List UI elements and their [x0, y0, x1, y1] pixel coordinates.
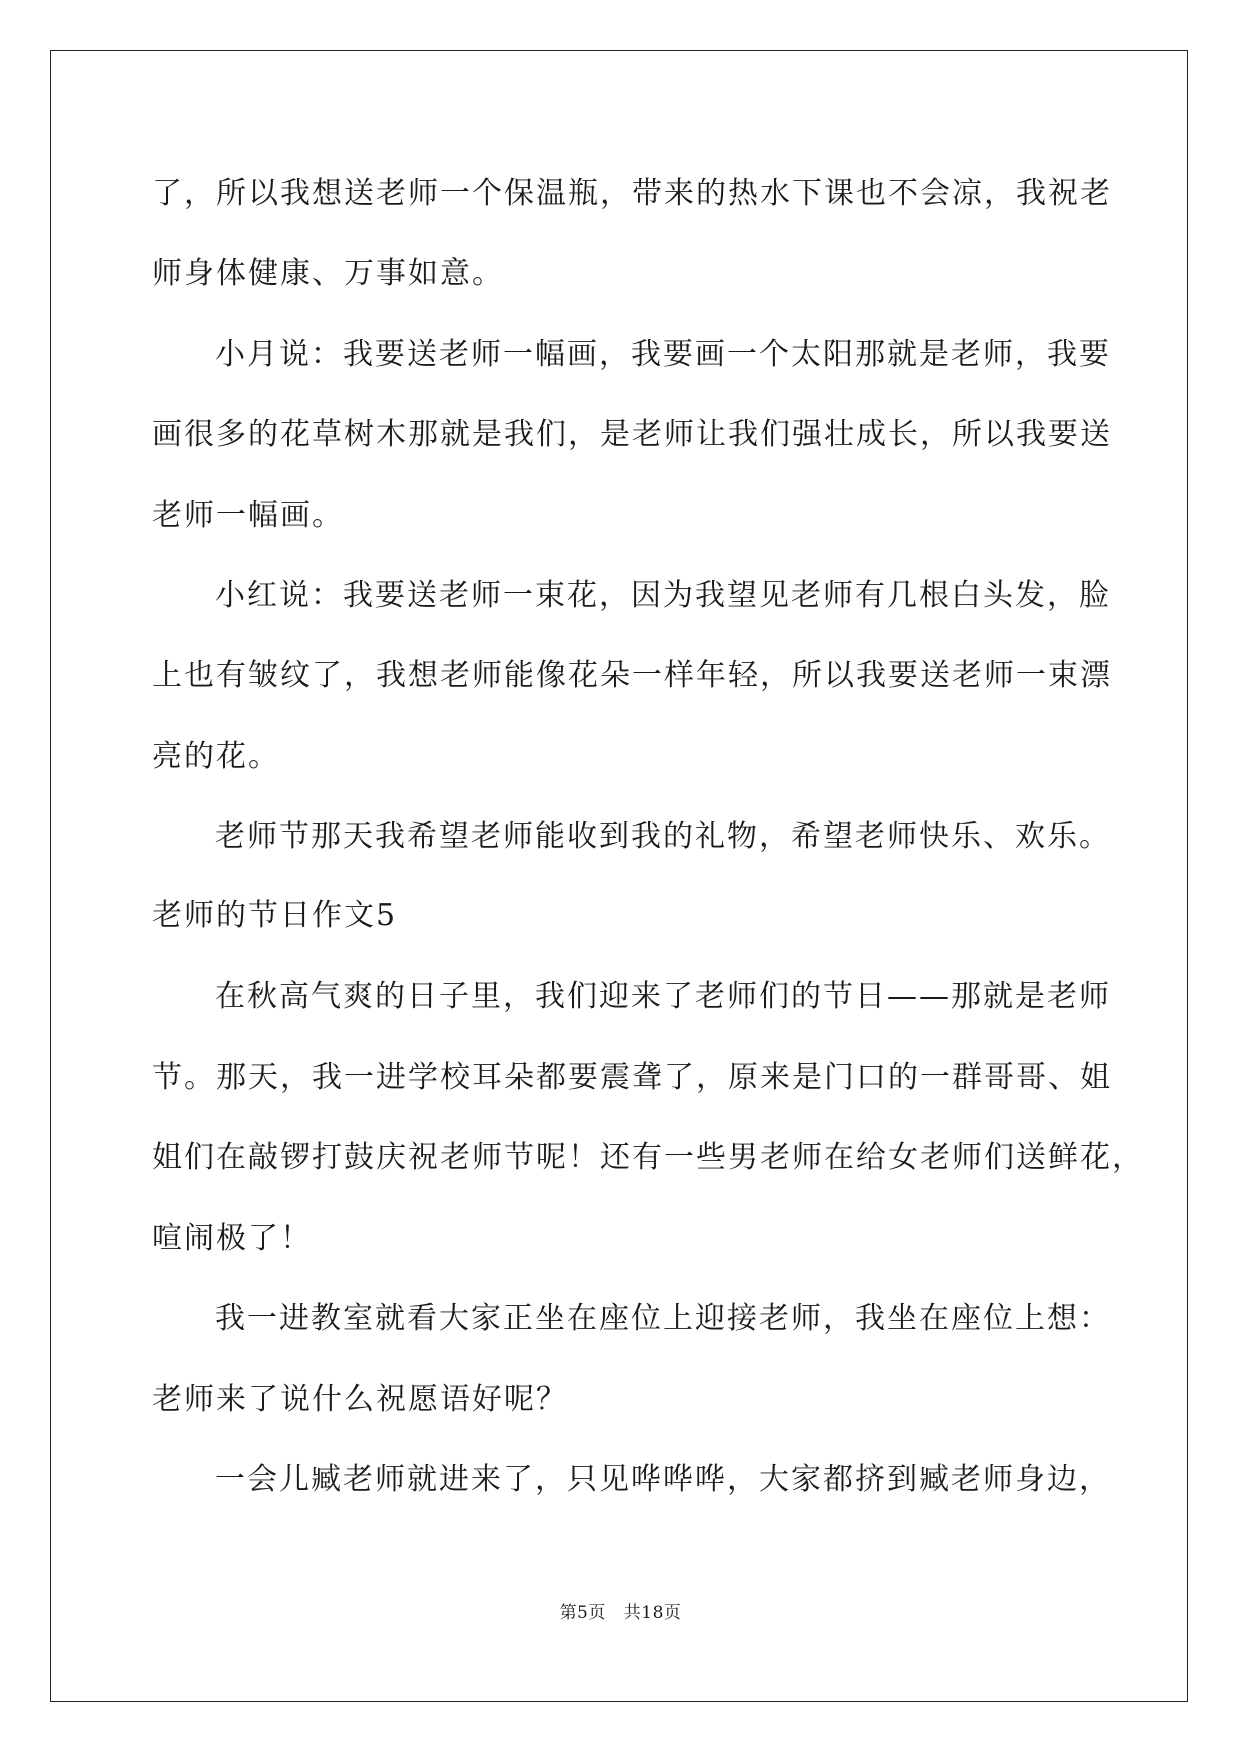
text-line: 节。那天，我一进学校耳朵都要震聋了，原来是门口的一群哥哥、姐	[152, 1060, 1112, 1095]
page-footer	[0, 1598, 1241, 1623]
text-line: 小月说：我要送老师一幅画，我要画一个太阳那就是老师，我要	[215, 337, 1111, 372]
text-line: 小红说：我要送老师一束花，因为我望见老师有几根白头发，脸	[215, 578, 1111, 613]
text-line: 亮的花。	[152, 739, 280, 774]
text-line: 老师节那天我希望老师能收到我的礼物，希望老师快乐、欢乐。	[215, 819, 1111, 854]
text-line: 画很多的花草树木那就是我们，是老师让我们强壮成长，所以我要送	[152, 417, 1112, 452]
text-line: 喧闹极了！	[152, 1221, 312, 1256]
text-line: 师身体健康、万事如意。	[152, 256, 504, 291]
text-line: 姐们在敲锣打鼓庆祝老师节呢！还有一些男老师在给女老师们送鲜花，	[152, 1140, 1144, 1175]
text-line: 老师来了说什么祝愿语好呢？	[152, 1382, 568, 1417]
text-line: 老师一幅画。	[152, 498, 344, 533]
total-pages-label: 共18页	[623, 1603, 682, 1623]
text-line: 在秋高气爽的日子里，我们迎来了老师们的节日——那就是老师	[215, 979, 1111, 1014]
text-line: 了，所以我想送老师一个保温瓶，带来的热水下课也不会凉，我祝老	[152, 176, 1112, 211]
text-line: 我一进教室就看大家正坐在座位上迎接老师，我坐在座位上想：	[215, 1301, 1111, 1336]
page-frame	[50, 50, 1188, 1702]
current-page-label: 第5页	[559, 1603, 606, 1623]
text-line: 一会儿臧老师就进来了，只见哗哗哗，大家都挤到臧老师身边，	[215, 1462, 1111, 1497]
section-heading: 老师的节日作文5	[152, 898, 398, 933]
text-line: 上也有皱纹了，我想老师能像花朵一样年轻，所以我要送老师一束漂	[152, 658, 1112, 693]
